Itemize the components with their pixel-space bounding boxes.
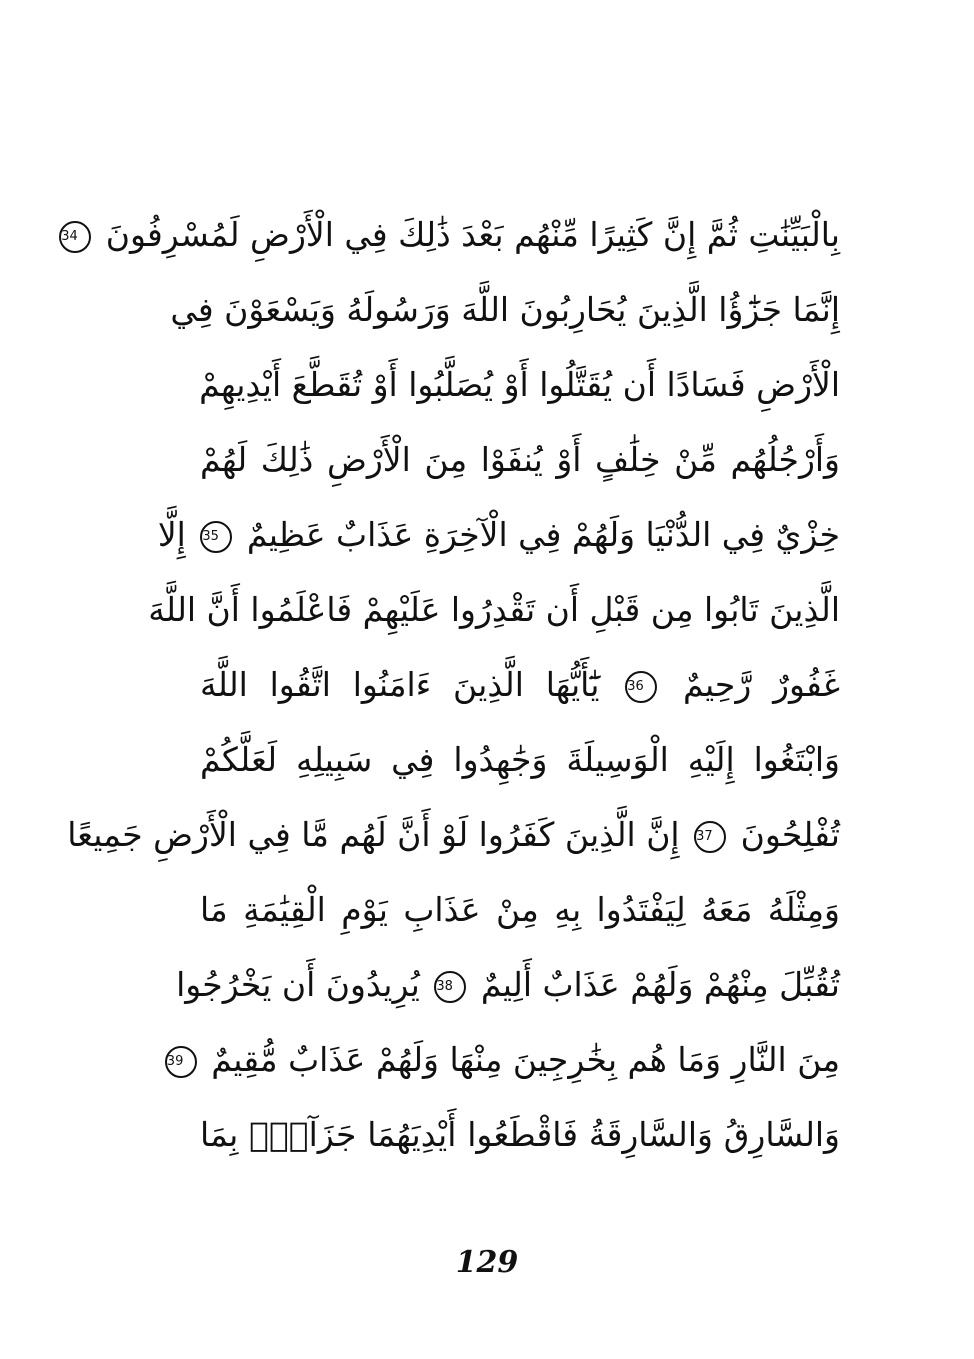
text-line-2 <box>170 275 840 345</box>
line-text: وَالسَّارِقُ وَالسَّارِقَةُ فَاقْطَعُوا أَيْدِيَهُمَا جَزَآءًۢ بِمَا <box>200 1115 840 1154</box>
text-line-11 <box>176 950 840 1020</box>
line-text-continuation: يُرِيدُونَ أَن يَخْرُجُوا <box>176 965 420 1004</box>
text-line-9 <box>67 800 840 870</box>
text-line-1 <box>61 200 840 270</box>
text-line-4 <box>200 425 840 495</box>
line-text-continuation: إِنَّ الَّذِينَ كَفَرُوا لَوْ أَنَّ لَهُم مَّا فِي الْأَرْضِ جَمِيعًا <box>67 815 680 854</box>
page-number: 129 <box>455 1245 519 1280</box>
text-line-7 <box>200 650 840 720</box>
line-text: إِنَّمَا جَزَٰٓؤُا الَّذِينَ يُحَارِبُونَ اللَّهَ وَرَسُولَهُ وَيَسْعَوْنَ فِي <box>170 290 840 329</box>
line-text-continuation: إِلَّا <box>157 515 186 554</box>
line-text: تُفْلِحُونَ <box>740 815 840 854</box>
line-text: الَّذِينَ تَابُوا مِن قَبْلِ أَن تَقْدِرُوا عَلَيْهِمْ فَاعْلَمُوا أَنَّ اللَّهَ <box>148 590 840 629</box>
text-line-5 <box>157 500 840 570</box>
line-text: الْأَرْضِ فَسَادًا أَن يُقَتَّلُوا أَوْ يُصَلَّبُوا أَوْ تُقَطَّعَ أَيْدِيهِمْ <box>199 365 840 404</box>
quran-text-block <box>61 200 841 1180</box>
line-text: تُقُبِّلَ مِنْهُمْ وَلَهُمْ عَذَابٌ أَلِيمٌ <box>480 965 840 1004</box>
text-line-13 <box>200 1100 840 1170</box>
line-text: وَمِثْلَهُ مَعَهُ لِيَفْتَدُوا بِهِ مِنْ عَذَابِ يَوْمِ الْقِيَٰمَةِ مَا <box>200 890 840 929</box>
verse-number-marker: 38 <box>434 971 466 1003</box>
line-text: غَفُورٌ رَّحِيمٌ <box>683 665 841 704</box>
text-line-10 <box>200 875 840 945</box>
text-line-12 <box>166 1025 840 1095</box>
line-text-continuation: يَٰٓأَيُّهَا الَّذِينَ ءَامَنُوا اتَّقُوا اللَّهَ <box>200 665 600 704</box>
line-text: مِنَ النَّارِ وَمَا هُم بِخَٰرِجِينَ مِنْهَا وَلَهُمْ عَذَابٌ مُّقِيمٌ <box>211 1040 840 1079</box>
verse-number-marker: 34 <box>59 221 91 253</box>
line-text: وَأَرْجُلُهُم مِّنْ خِلَٰفٍ أَوْ يُنفَوْا مِنَ الْأَرْضِ ذَٰلِكَ لَهُمْ <box>200 440 840 479</box>
verse-number-marker: 35 <box>200 521 232 553</box>
verse-number-marker: 37 <box>694 821 726 853</box>
line-text: بِالْبَيِّنَٰتِ ثُمَّ إِنَّ كَثِيرًا مِّنْهُم بَعْدَ ذَٰلِكَ فِي الْأَرْضِ لَمُسْرِفُونَ <box>105 215 840 254</box>
line-text: وَابْتَغُوا إِلَيْهِ الْوَسِيلَةَ وَجَٰهِدُوا فِي سَبِيلِهِ لَعَلَّكُمْ <box>200 740 840 779</box>
line-text: خِزْيٌ فِي الدُّنْيَا وَلَهُمْ فِي الْآخِرَةِ عَذَابٌ عَظِيمٌ <box>246 515 840 554</box>
verse-number-marker: 36 <box>625 671 657 703</box>
text-line-8 <box>200 725 840 795</box>
verse-number-marker: 39 <box>165 1046 197 1078</box>
text-line-3 <box>200 350 840 420</box>
text-line-6 <box>148 575 840 645</box>
